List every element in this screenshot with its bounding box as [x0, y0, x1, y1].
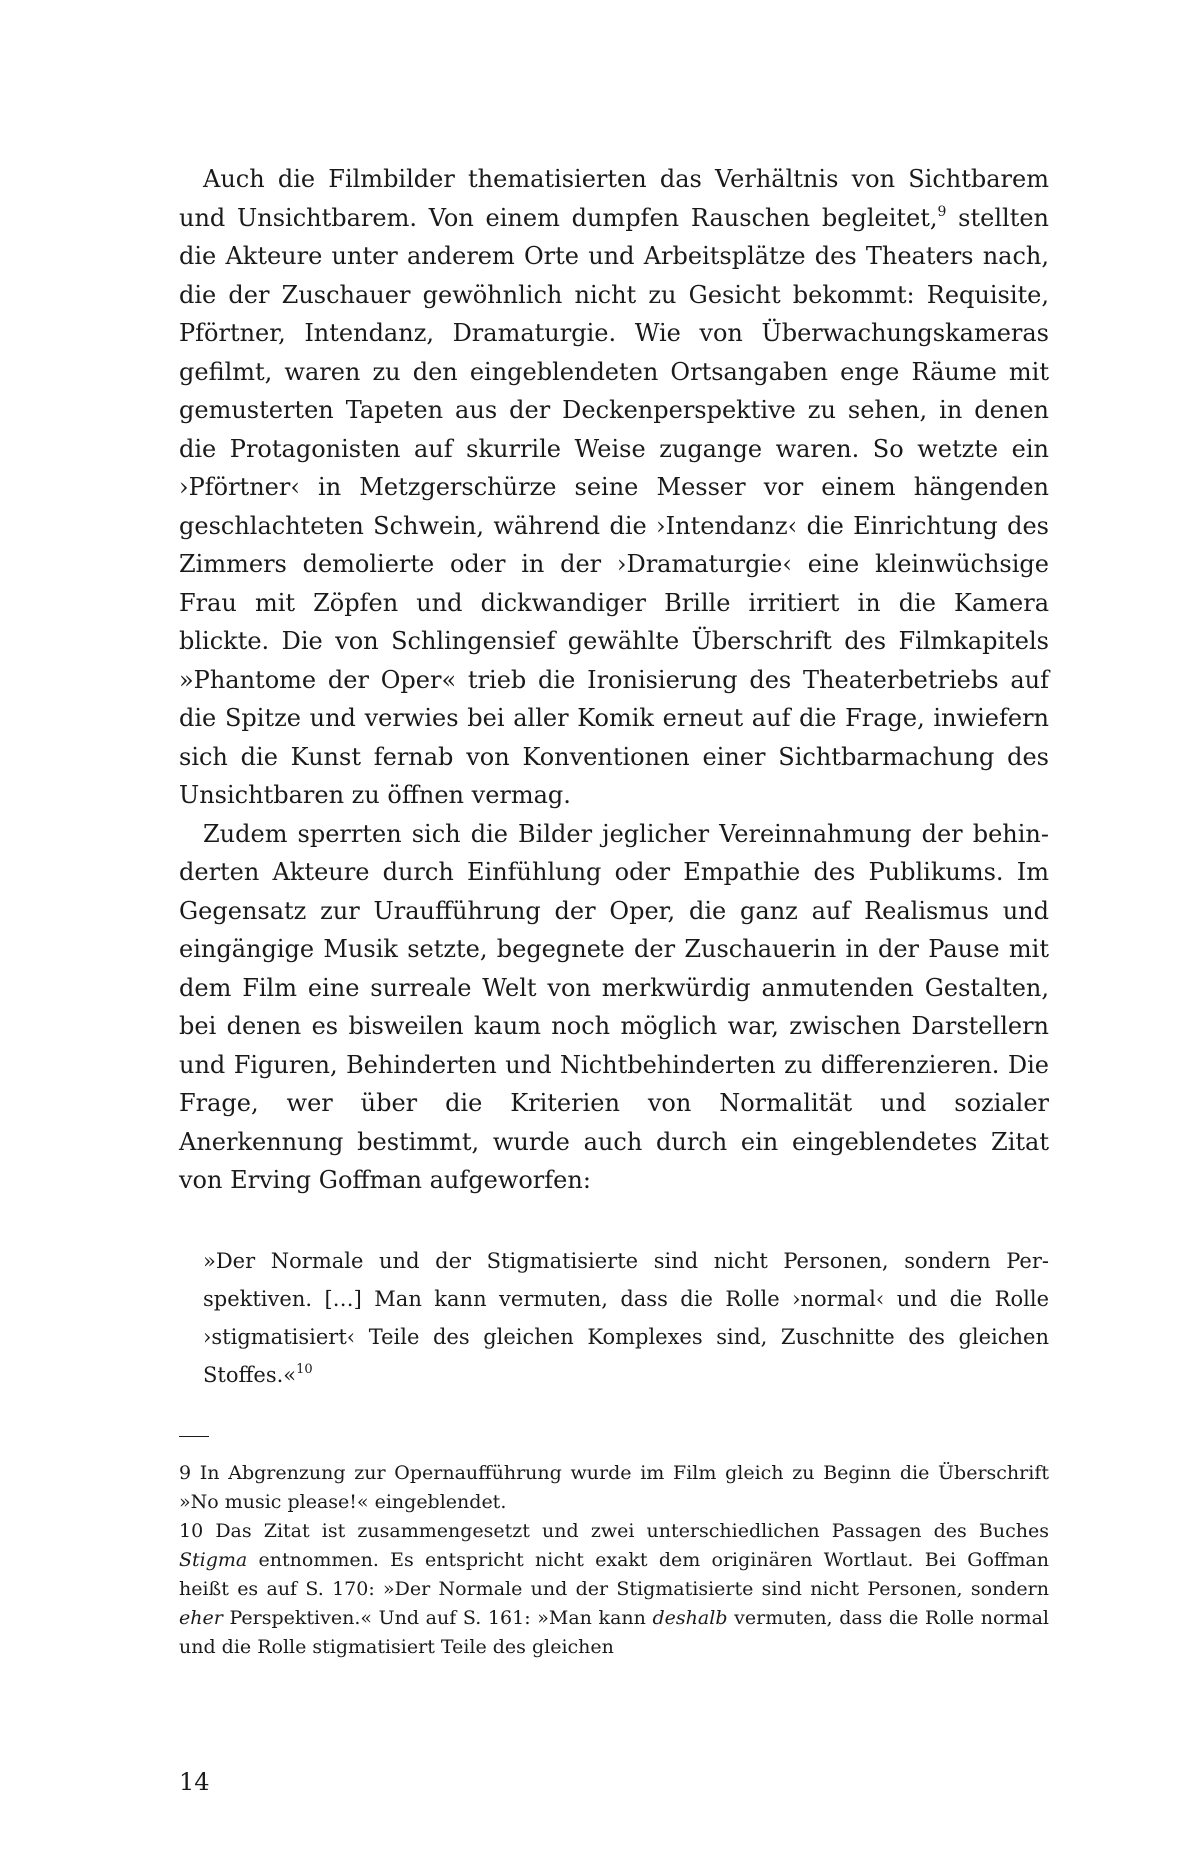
footnote-10-italic-eher: eher: [179, 1606, 223, 1629]
body-text: [179, 160, 1049, 1200]
quote-text: »Der Normale und der Stigmatisierte sind nicht Personen, sondern Perspektiven. […] Man kann vermuten, dass die Rolle ›normal‹ und die Rolle ›stigmatisiert‹ Teile des gleichen Komplexes sind, Zuschnitte des gleichen Stoffes.«: [203, 1248, 1049, 1387]
page-content: [179, 160, 1049, 1662]
footnote-9: 9 In Abgrenzung zur Opernaufführung wurde im Film gleich zu Beginn die Überschrift »No music please!« eingeblendet.: [179, 1461, 1049, 1513]
footnote-10-text-e: Perspektiven.« Und auf S. 161: »Man kann: [222, 1606, 653, 1629]
goffman-quote: [203, 1242, 1049, 1394]
paragraph-1-text-a: Auch die Filmbilder thematisierten das Verhältnis von Sichtbarem und Unsichtbarem. Von einem dumpfen Rauschen begleitet,: [179, 165, 1049, 232]
footnote-10-text-c: entnommen. Es entspricht nicht exakt dem originären Wortlaut. Bei Goffman heißt es auf S. 170: »Der Normale und der Stigmatisierte sind nicht Personen, sondern: [179, 1548, 1049, 1600]
footnote-ref-10: 10: [296, 1361, 313, 1377]
paragraph-2: Zudem sperrten sich die Bilder jeglicher Vereinnahmung der behinderten Akteure durch Einfühlung oder Empathie des Publikums. Im Gegensatz zur Uraufführung der Oper, die ganz auf Realismus und eingängige Musik setzte, begegnete der Zuschauerin in der Pause mit dem Film eine surreale Welt von merkwürdig anmutenden Gestalten, bei denen es bisweilen kaum noch möglich war, zwischen Darstellern und Figuren, Behinderten und Nichtbehinderten zu differenzieren. Die Frage, wer über die Kriterien von Normalität und sozialer Anerkennung bestimmt, wurde auch durch ein eingeblendetes Zitat von Erving Goffman aufgeworfen:: [179, 819, 1049, 1194]
footnote-10-text-g: vermuten, dass die Rolle normal und die Rolle stigmatisiert Teile des gleichen: [179, 1606, 1049, 1658]
footnote-10: [179, 1517, 1049, 1662]
footnote-ref-9: 9: [937, 203, 947, 220]
footnote-10-italic-deshalb: deshalb: [652, 1606, 728, 1629]
footnote-rule: [179, 1436, 209, 1437]
footnotes: [179, 1459, 1049, 1662]
page-number: 14: [179, 1768, 210, 1796]
footnote-10-italic-stigma: Stigma: [179, 1548, 248, 1571]
paragraph-1-text-b: stellten die Akteure unter anderem Orte und Arbeitsplätze des Theaters nach, die der Zuschauer gewöhnlich nicht zu Gesicht bekommt: Requisite, Pförtner, Intendanz, Dramaturgie. Wie von Überwachungskameras gefilmt, waren zu den eingeblendeten Ortsangaben enge Räume mit gemusterten Tapeten aus der Deckenperspektive zu sehen, in denen die Protagonisten auf skurrile Weise zugange waren. So wetzte ein ›Pförtner‹ in Metzgerschürze seine Messer vor einem hängenden geschlachteten Schwein, während die ›Intendanz‹ die Einrichtung des Zimmers demolierte oder in der ›Dramaturgie‹ eine kleinwüchsige Frau mit Zöpfen und dickwandiger Brille irritiert in die Kamera blickte. Die von Schlingensief gewählte Überschrift des Filmkapitels »Phantome der Oper« trieb die Ironisierung des Theaterbetriebs auf die Spitze und verwies bei aller Komik erneut auf die Frage, inwiefern sich die Kunst fernab von Konventionen einer Sichtbarmachung des Unsichtbaren zu öffnen vermag.: [179, 203, 1050, 809]
footnote-10-text-a: 10 Das Zitat ist zusammengesetzt und zwei unterschiedlichen Passagen des Buches: [179, 1519, 1049, 1542]
paragraph-1: [179, 160, 1049, 815]
